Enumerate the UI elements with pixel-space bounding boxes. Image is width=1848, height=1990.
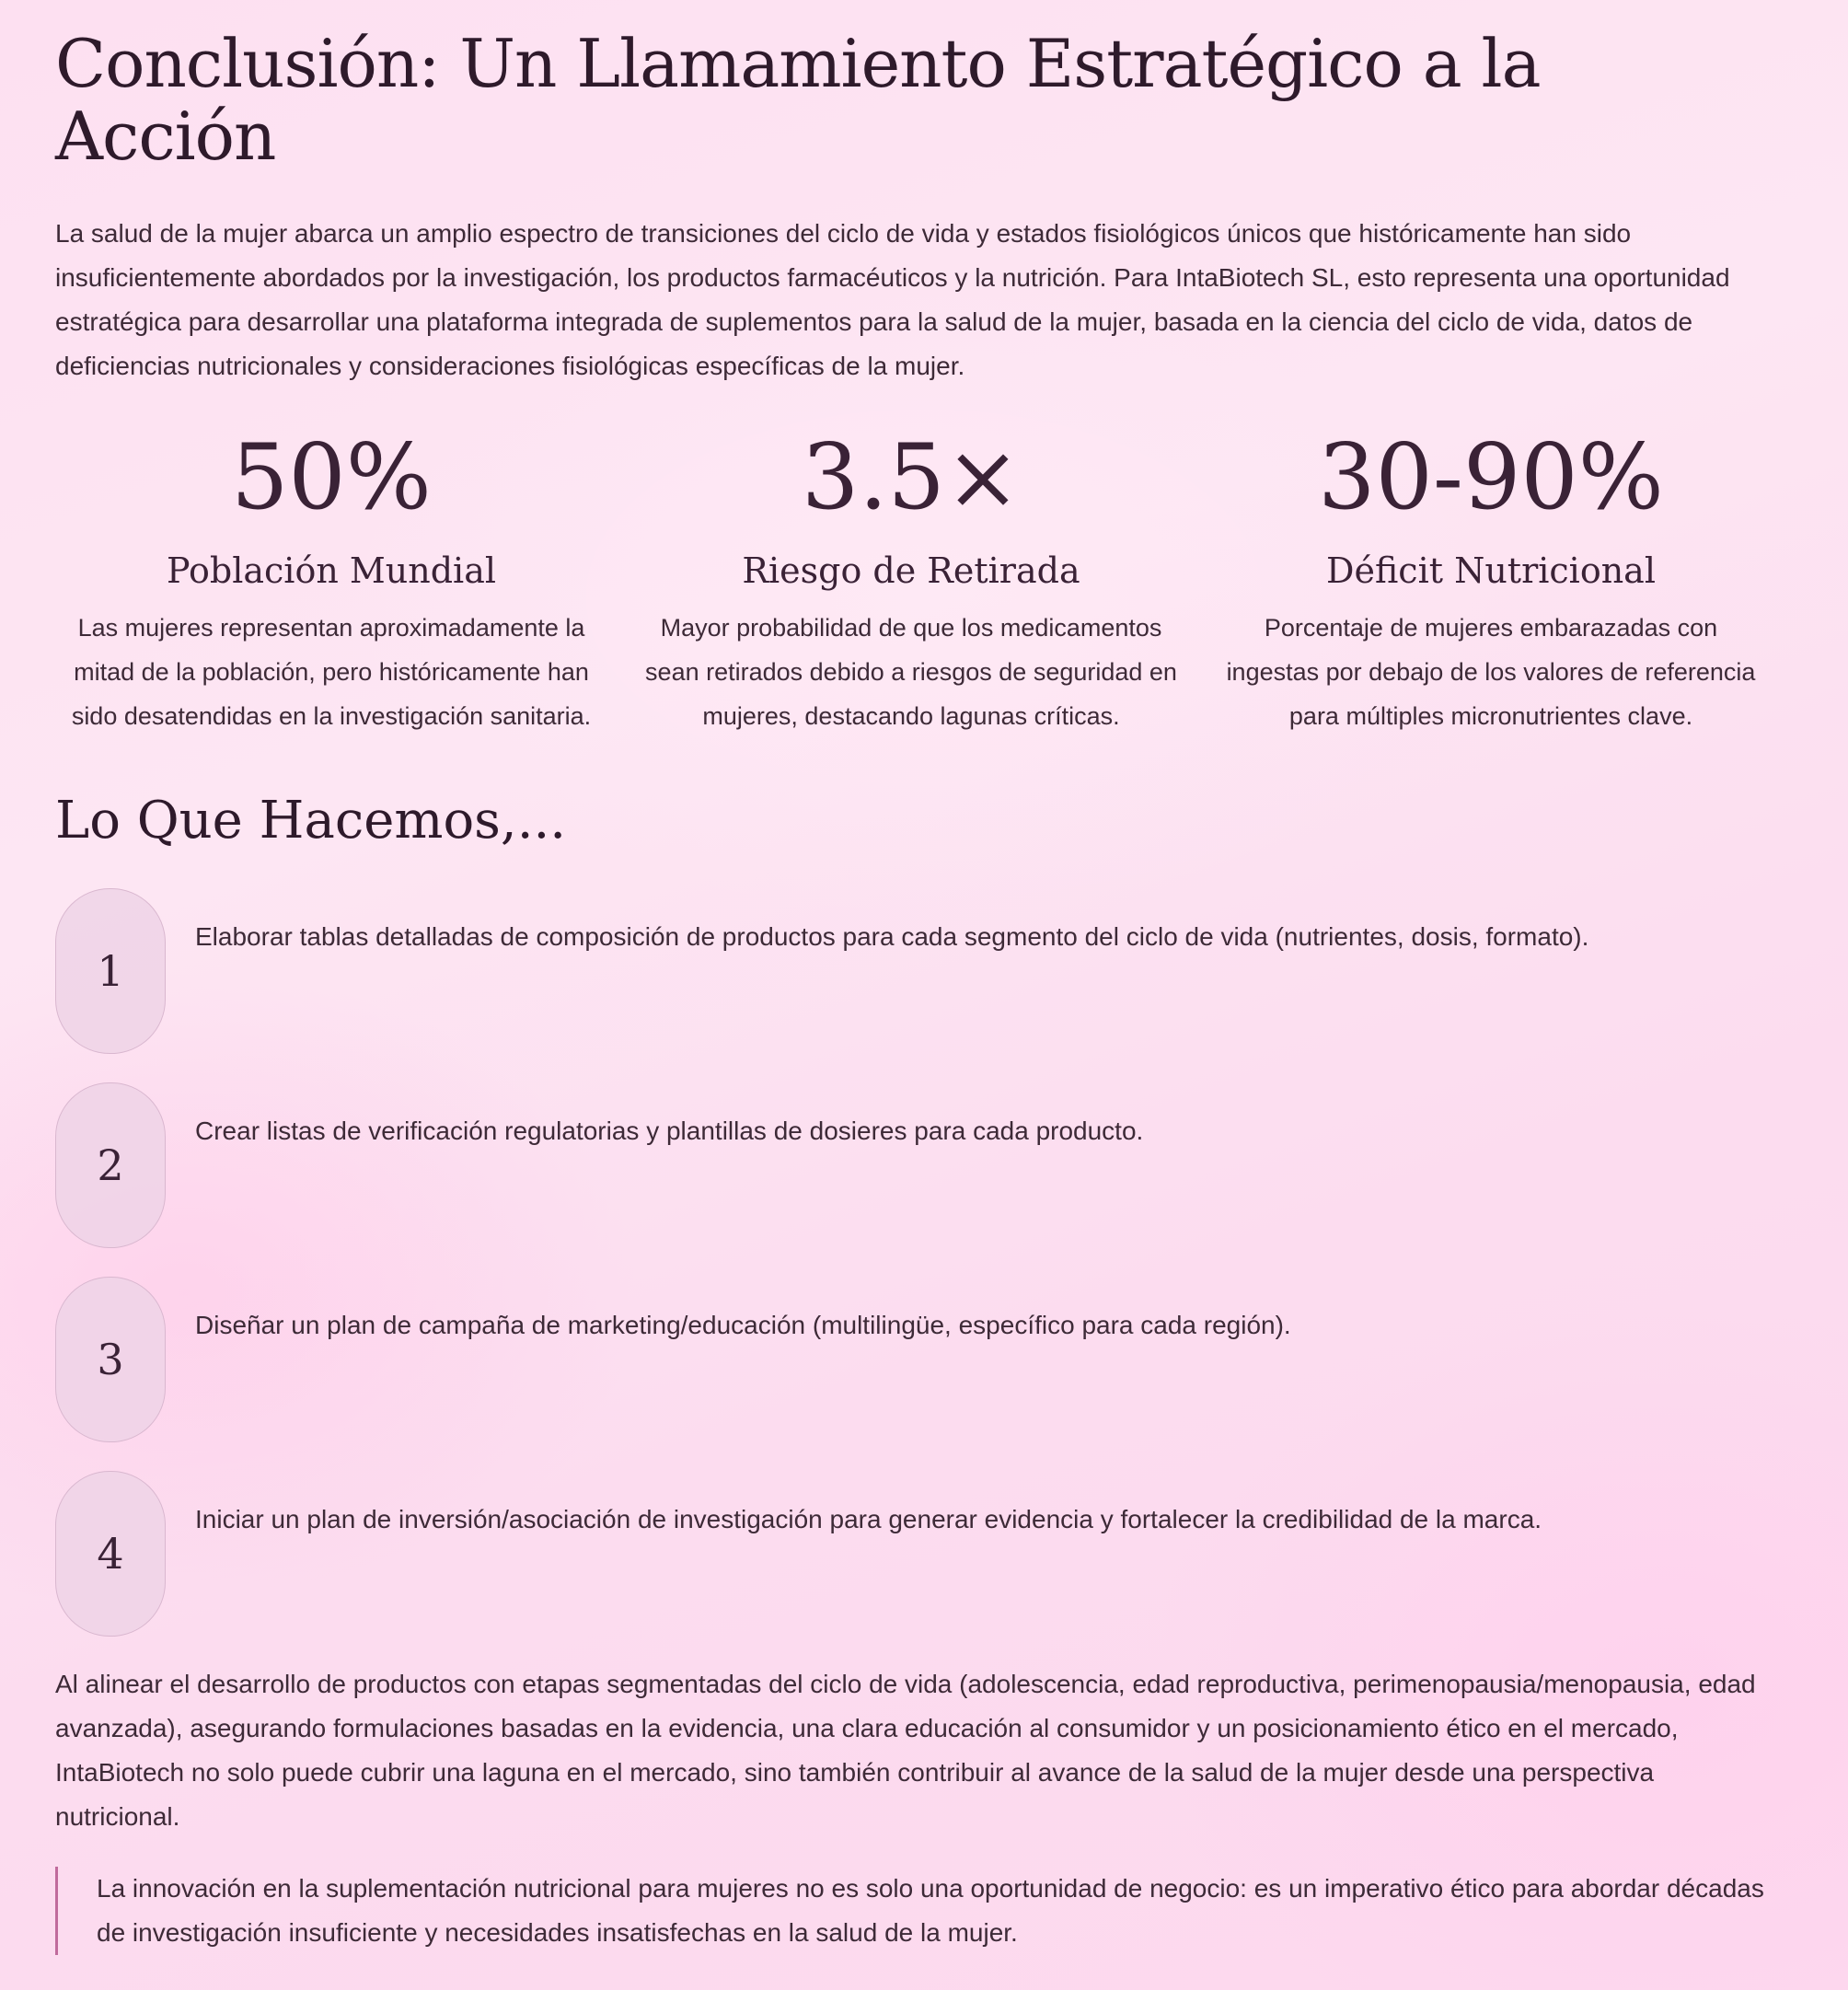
step-number-badge: 3 — [55, 1277, 166, 1442]
closing-quote: La innovación en la suplementación nutricional para mujeres no es solo una oportunidad de negocio: es un imperativo ético para abordar décadas de investigación insuficiente y necesidades insatisfechas en la salud de la mujer. — [55, 1867, 1767, 1955]
page-title: Conclusión: Un Llamamiento Estratégico a la Acción — [55, 25, 1541, 176]
step-number-badge: 4 — [55, 1471, 166, 1637]
section-title: Lo Que Hacemos,... — [55, 790, 567, 850]
stat-description: Mayor probabilidad de que los medicamentos sean retirados debido a riesgos de seguridad en mujeres, destacando lagunas críticas. — [645, 613, 1177, 730]
step-text: Iniciar un plan de inversión/asociación de investigación para generar evidencia y fortalecer la credibilidad de la marca. — [195, 1505, 1542, 1534]
stat-value: 30-90% — [1318, 425, 1664, 531]
step-number-badge: 1 — [55, 888, 166, 1054]
stats-row — [55, 425, 1767, 738]
step-text: Crear listas de verificación regulatorias y plantillas de dosieres para cada producto. — [195, 1116, 1144, 1146]
step-item — [55, 1082, 1767, 1248]
step-item — [55, 1277, 1767, 1442]
stat-card-nutritional-deficit — [1215, 425, 1767, 738]
step-text: Elaborar tablas detalladas de composición de productos para cada segmento del ciclo de vida (nutrientes, dosis, formato). — [195, 922, 1589, 952]
stat-description: Las mujeres representan aproximadamente la mitad de la población, pero históricamente han sido desatendidas en la investigación sanitaria. — [71, 613, 592, 730]
stat-description: Porcentaje de mujeres embarazadas con ingestas por debajo de los valores de referencia para múltiples micronutrientes clave. — [1226, 613, 1756, 730]
stat-title: Déficit Nutricional — [1326, 550, 1656, 592]
step-text: Diseñar un plan de campaña de marketing/educación (multilingüe, específico para cada región). — [195, 1311, 1291, 1340]
stat-title: Población Mundial — [166, 550, 497, 592]
page-content — [55, 0, 1767, 1955]
stat-value: 3.5× — [802, 425, 1021, 531]
stat-card-withdrawal-risk — [635, 425, 1187, 738]
intro-paragraph: La salud de la mujer abarca un amplio espectro de transiciones del ciclo de vida y estados fisiológicos únicos que históricamente han sido insuficientemente abordados por la investigación, los productos farmacéuticos y la nutrición. Para IntaBiotech SL, esto representa una oportunidad estratégica para desarrollar una plataforma integrada de suplementos para la salud de la mujer, basada en la ciencia del ciclo de vida, datos de deficiencias nutricionales y consideraciones fisiológicas específicas de la mujer. — [55, 219, 1730, 381]
step-number-badge: 2 — [55, 1082, 166, 1248]
stat-value: 50% — [231, 425, 432, 531]
step-item — [55, 888, 1767, 1054]
stat-title: Riesgo de Retirada — [742, 550, 1080, 592]
closing-paragraph: Al alinear el desarrollo de productos con etapas segmentadas del ciclo de vida (adolescencia, edad reproductiva, perimenopausia/menopausia, edad avanzada), asegurando formulaciones basadas en la evidencia, una clara educación al consumidor y un posicionamiento ético en el mercado, IntaBiotech no solo puede cubrir una laguna en el mercado, sino también contribuir al avance de la salud de la mujer desde una perspectiva nutricional. — [55, 1670, 1756, 1832]
step-item — [55, 1471, 1767, 1637]
steps-list — [55, 888, 1767, 1637]
stat-card-population — [55, 425, 607, 738]
